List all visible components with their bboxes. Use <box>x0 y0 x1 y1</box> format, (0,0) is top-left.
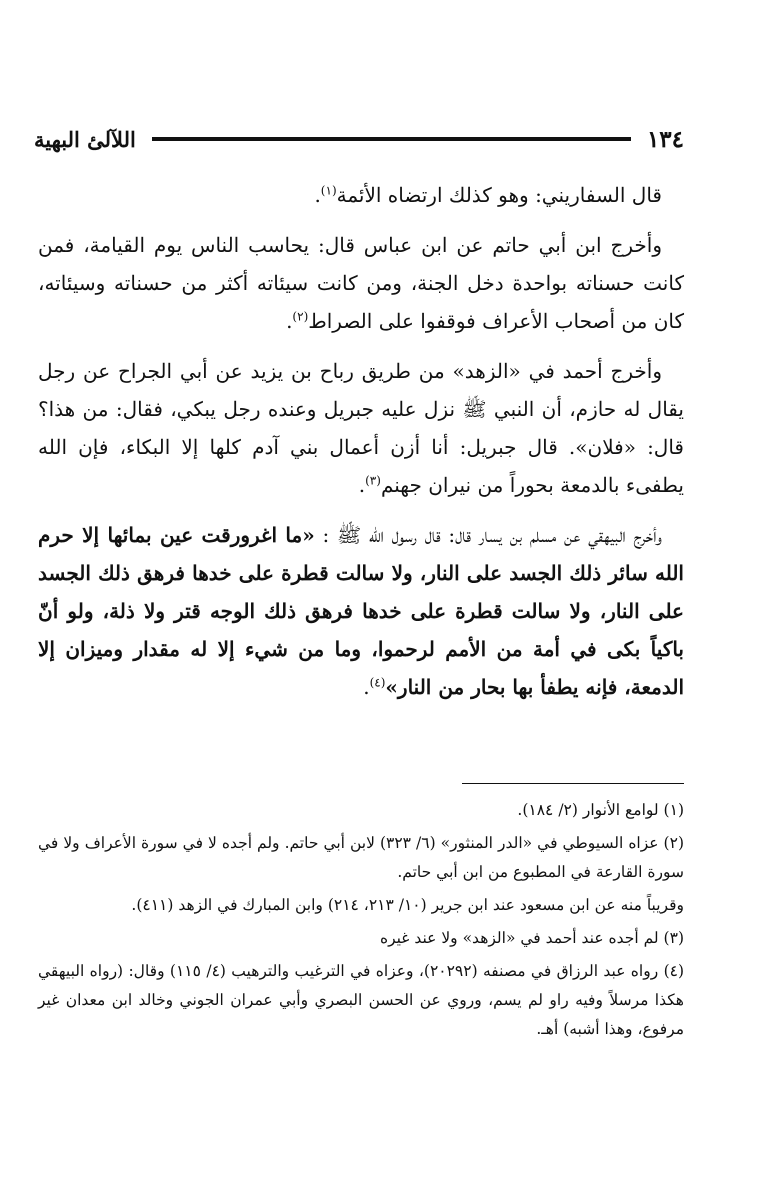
footnote-4: (٤) رواه عبد الرزاق في مصنفه (٢٠٢٩٢)، وعزاه في الترغيب والترهيب (٤/ ١١٥) وقال: (رواه البيهقي هكذا مرسلاً وفيه راو لم يسم، وروي عن الحسن البصري وأبي عمران الجوني وخالد ابن معدان غير مرفوع، وهذا أشبه) أهـ. <box>38 962 685 1038</box>
page-number: ١٣٤ <box>646 125 684 153</box>
paragraph-2 <box>38 226 684 340</box>
paragraph-4 <box>38 516 684 706</box>
paragraph-4-intro: وأخرج البيهقي عن مسلم بن يسار قال: قال رسول الله ﷺ : <box>322 523 662 547</box>
paragraph-1-text: قال السفاريني: وهو كذلك ارتضاه الأئمة <box>336 183 662 207</box>
header-rule <box>152 137 631 141</box>
hadith-text: «ما اغرورقت عين بمائها إلا حرم الله سائر ذلك الجسد على النار، ولا سالت قطرة على خدها فرهق ذلك الجسد على النار، ولا سالت قطرة على خدها فرهق ذلك الوجه قتر ولا ذلة، ولو أنّ باكياً بكى في أمة من الأمم لرحموا، وما من شيء إلا له مقدار وميزان إلا الدمعة، فإنه يطفأ بها بحار من النار» <box>38 523 684 699</box>
footnotes <box>38 796 684 1048</box>
footnote-ref-1: (١) <box>320 183 337 198</box>
footnote-ref-2: (٢) <box>292 309 309 324</box>
main-text <box>38 176 684 718</box>
footnote-1: (١) لوامع الأنوار (٢/ ١٨٤). <box>517 801 684 819</box>
footnote-ref-4: (٤) <box>369 675 386 690</box>
running-title: اللآلئ البهية <box>34 126 136 152</box>
paragraph-1 <box>38 176 684 214</box>
paragraph-3-tail: . <box>358 473 366 497</box>
footnote-3: (٣) لم أجده عند أحمد في «الزهد» ولا عند غيره <box>379 929 684 947</box>
paragraph-3 <box>38 352 684 504</box>
page-header <box>34 124 684 154</box>
paragraph-1-tail: . <box>314 183 321 207</box>
paragraph-2-tail: . <box>286 309 293 333</box>
paragraph-3-text: وأخرج أحمد في «الزهد» من طريق رباح بن يزيد عن أبي الجراح عن رجل يقال له حازم، أن النبي ﷺ نزل عليه جبريل وعنده رجل يبكي، فقال: من هذا؟ قال: «فلان». قال جبريل: أنا أزن أعمال بني آدم كلها إلا البكاء، فإن الله يطفىء بالدمعة بحوراً من نيران جهنم <box>38 359 684 497</box>
footnote-2-continued: وقريباً منه عن ابن مسعود عند ابن جرير (١٠/ ٢١٣، ٢١٤) وابن المبارك في الزهد (٤١١). <box>131 896 684 914</box>
paragraph-2-text: وأخرج ابن أبي حاتم عن ابن عباس قال: يحاسب الناس يوم القيامة، فمن كانت حسناته بواحدة دخل الجنة، ومن كانت سيئاته أكثر من حسناته وسيئاته، كان من أصحاب الأعراف فوقفوا على الصراط <box>38 233 684 333</box>
paragraph-4-tail: . <box>363 675 370 699</box>
footnote-2: (٢) عزاه السيوطي في «الدر المنثور» (٦/ ٣٢٣) لابن أبي حاتم. ولم أجده لا في سورة الأعراف ولا في سورة القارعة في المطبوع من ابن أبي حاتم. <box>38 834 684 881</box>
footnote-separator <box>462 783 684 784</box>
footnote-ref-3: (٣) <box>365 473 381 488</box>
